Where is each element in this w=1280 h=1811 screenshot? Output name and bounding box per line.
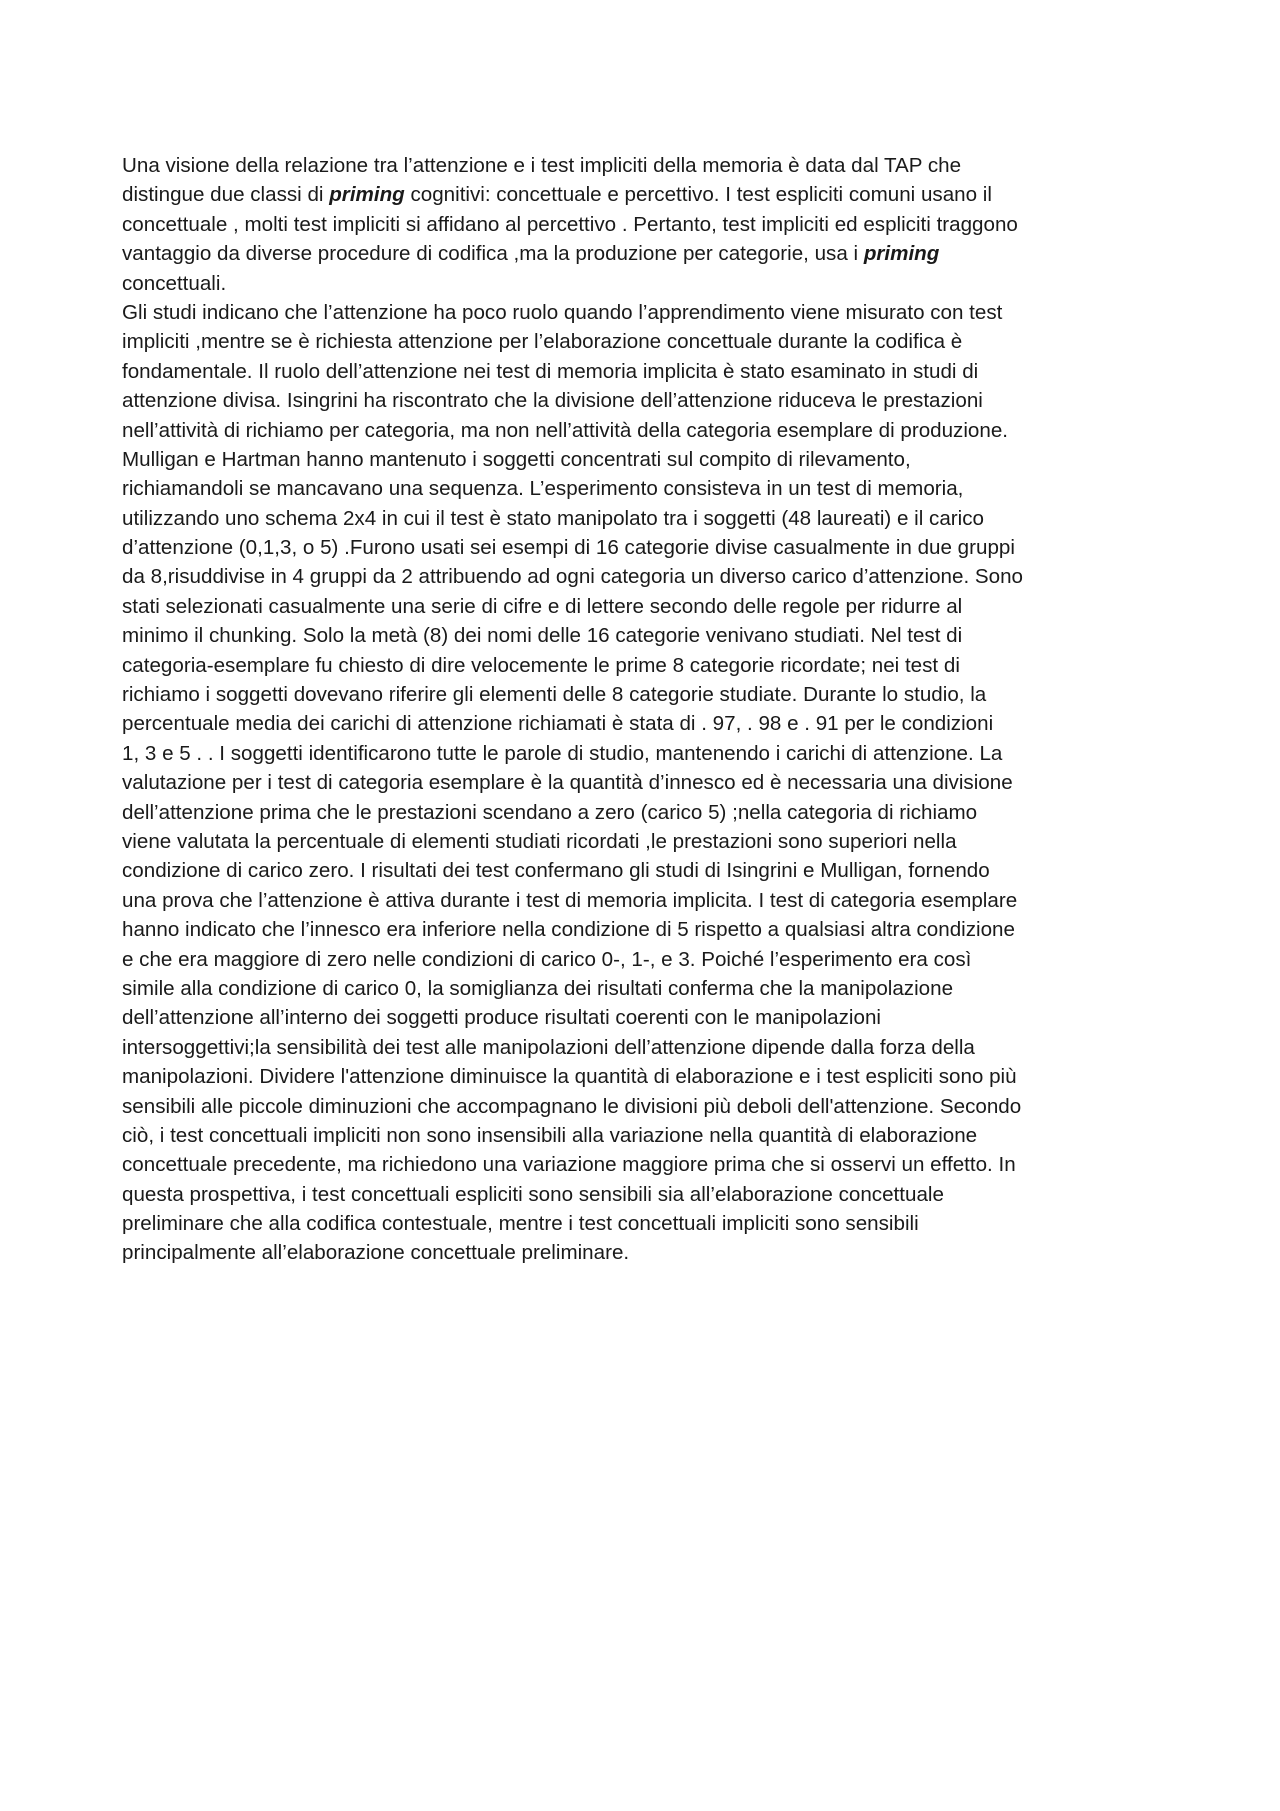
text-segment: concettuale , molti test impliciti si affidano al percettivo . Pertanto, test impliciti ed espliciti traggono	[122, 212, 1018, 236]
text-segment: d’attenzione (0,1,3, o 5) .Furono usati sei esempi di 16 categorie divise casualmente in due gruppi	[122, 536, 1015, 560]
text-segment: manipolazioni. Dividere l'attenzione diminuisce la quantità di elaborazione e i test espliciti sono più	[122, 1065, 1017, 1089]
text-segment: dell’attenzione all’interno dei soggetti produce risultati coerenti con le manipolazioni	[122, 1006, 881, 1030]
text-segment: Una visione della relazione tra l’attenzione e i test impliciti della memoria è data dal TAP che	[122, 154, 962, 177]
text-segment: nell’attività di richiamo per categoria, ma non nell’attività della categoria esemplare di produzione.	[122, 418, 1009, 442]
text-line	[122, 357, 1174, 386]
body-paragraph	[122, 151, 1174, 1268]
text-line	[122, 651, 1174, 680]
text-line	[122, 269, 1174, 298]
text-segment: ciò, i test concettuali impliciti non sono insensibili alla variazione nella quantità di elaborazione	[122, 1123, 978, 1147]
text-segment: hanno indicato che l’innesco era inferiore nella condizione di 5 rispetto a qualsiasi altra condizione	[122, 918, 1015, 942]
emphasized-term: priming	[329, 183, 405, 207]
text-segment: impliciti ,mentre se è richiesta attenzione per l’elaborazione concettuale durante la codifica è	[122, 330, 963, 354]
text-line	[122, 1150, 1174, 1179]
text-line	[122, 298, 1174, 327]
text-segment: cognitivi: concettuale e percettivo. I test espliciti comuni usano il	[404, 183, 992, 207]
text-line	[122, 680, 1174, 709]
text-segment: Gli studi indicano che l’attenzione ha poco ruolo quando l’apprendimento viene misurato con test	[122, 300, 1003, 324]
text-line	[122, 621, 1174, 650]
text-line	[122, 151, 1174, 180]
text-line	[122, 445, 1174, 474]
text-line	[122, 592, 1174, 621]
text-segment: richiamandoli se mancavano una sequenza. L’esperimento consisteva in un test di memoria,	[122, 477, 964, 501]
text-line	[122, 504, 1174, 533]
text-line	[122, 886, 1174, 915]
text-segment: distingue due classi di	[122, 183, 330, 207]
text-segment: valutazione per i test di categoria esemplare è la quantità d’innesco ed è necessaria una divisione	[122, 771, 1013, 795]
text-line	[122, 915, 1174, 944]
text-segment: principalmente all’elaborazione concettuale preliminare.	[122, 1241, 630, 1265]
text-segment: richiamo i soggetti dovevano riferire gli elementi delle 8 categorie studiate. Durante lo studio, la	[122, 683, 987, 707]
text-line	[122, 1033, 1174, 1062]
text-line	[122, 533, 1174, 562]
text-line	[122, 739, 1174, 768]
text-line	[122, 210, 1174, 239]
text-segment: minimo il chunking. Solo la metà (8) dei nomi delle 16 categorie venivano studiati. Nel test di	[122, 624, 963, 648]
text-segment: una prova che l’attenzione è attiva durante i test di memoria implicita. I test di categoria esemplare	[122, 888, 1018, 912]
text-line	[122, 1121, 1174, 1150]
text-segment: stati selezionati casualmente una serie di cifre e di lettere secondo delle regole per ridurre al	[122, 594, 963, 618]
text-segment: da 8,risuddivise in 4 gruppi da 2 attribuendo ad ogni categoria un diverso carico d’attenzione. Sono	[122, 565, 1023, 589]
text-line	[122, 1180, 1174, 1209]
emphasized-term: priming	[863, 242, 940, 266]
text-segment: vantaggio da diverse procedure di codifica ,ma la produzione per categorie, usa i	[122, 242, 864, 266]
text-line	[122, 856, 1174, 885]
text-segment: questa prospettiva, i test concettuali espliciti sono sensibili sia all’elaborazione concettuale	[122, 1182, 944, 1206]
text-segment: e che era maggiore di zero nelle condizioni di carico 0-, 1-, e 3. Poiché l’esperimento era così	[122, 947, 972, 971]
text-segment: viene valutata la percentuale di elementi studiati ricordati ,le prestazioni sono superiori nella	[122, 829, 957, 853]
text-line	[122, 974, 1174, 1003]
text-segment: concettuali.	[122, 271, 227, 295]
text-segment: percentuale media dei carichi di attenzione richiamati è stata di . 97, . 98 e . 91 per le condizioni	[122, 712, 994, 736]
text-segment: Mulligan e Hartman hanno mantenuto i soggetti concentrati sul compito di rilevamento,	[122, 447, 911, 471]
text-line	[122, 1003, 1174, 1032]
text-line	[122, 180, 1174, 209]
text-segment: sensibili alle piccole diminuzioni che accompagnano le divisioni più deboli dell'attenzione. Secondo	[122, 1094, 1022, 1118]
text-line	[122, 416, 1174, 445]
text-segment: attenzione divisa. Isingrini ha riscontrato che la divisione dell’attenzione riduceva le prestazioni	[122, 389, 983, 413]
text-segment: dell’attenzione prima che le prestazioni scendano a zero (carico 5) ;nella categoria di richiamo	[122, 800, 978, 824]
text-line	[122, 1062, 1174, 1091]
text-segment: preliminare che alla codifica contestuale, mentre i test concettuali impliciti sono sensibili	[122, 1212, 919, 1236]
text-line	[122, 1092, 1174, 1121]
text-line	[122, 768, 1174, 797]
text-line	[122, 386, 1174, 415]
text-line	[122, 1209, 1174, 1238]
text-line	[122, 827, 1174, 856]
text-line	[122, 1238, 1174, 1267]
text-line	[122, 945, 1174, 974]
text-segment: condizione di carico zero. I risultati dei test confermano gli studi di Isingrini e Mulligan, fornendo	[122, 859, 990, 883]
text-segment: 1, 3 e 5 . . I soggetti identificarono tutte le parole di studio, mantenendo i carichi di attenzione. La	[122, 741, 1003, 765]
text-segment: fondamentale. Il ruolo dell’attenzione nei test di memoria implicita è stato esaminato in studi di	[122, 359, 979, 383]
text-line	[122, 239, 1174, 268]
text-line	[122, 474, 1174, 503]
text-line	[122, 709, 1174, 738]
text-segment: simile alla condizione di carico 0, la somiglianza dei risultati conferma che la manipolazione	[122, 976, 954, 1000]
text-line	[122, 327, 1174, 356]
text-line	[122, 562, 1174, 591]
text-segment: categoria-esemplare fu chiesto di dire velocemente le prime 8 categorie ricordate; nei test di	[122, 653, 960, 677]
text-segment: utilizzando uno schema 2x4 in cui il test è stato manipolato tra i soggetti (48 laureati) e il carico	[122, 506, 984, 530]
text-segment: concettuale precedente, ma richiedono una variazione maggiore prima che si osservi un effetto. In	[122, 1153, 1016, 1177]
text-segment: intersoggettivi;la sensibilità dei test alle manipolazioni dell’attenzione dipende dalla forza della	[122, 1035, 975, 1059]
text-line	[122, 798, 1174, 827]
